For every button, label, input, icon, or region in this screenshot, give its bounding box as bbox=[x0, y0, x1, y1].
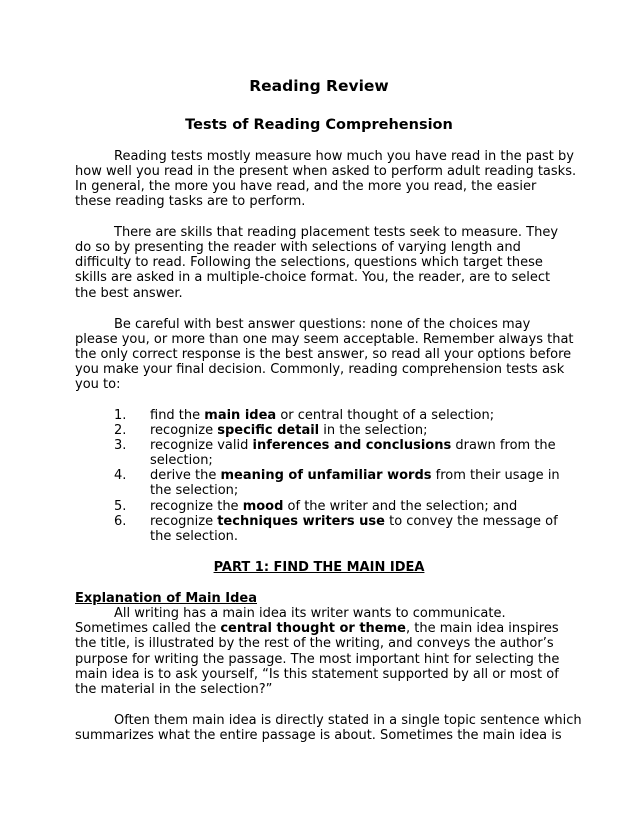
list-text-continued: selection; bbox=[150, 453, 213, 468]
paragraph-4-line: All writing has a main idea its writer wants to communicate. bbox=[114, 606, 506, 621]
paragraph-2-line: do so by presenting the reader with selections of varying length and bbox=[75, 240, 521, 255]
paragraph-2-line: difficulty to read. Following the selections, questions which target these bbox=[75, 255, 543, 270]
paragraph-3-line: please you, or more than one may seem acceptable. Remember always that bbox=[75, 332, 574, 347]
page-title: Reading Review bbox=[249, 77, 389, 95]
list-text: recognize techniques writers use to convey the message of bbox=[150, 514, 558, 529]
paragraph-4-line: Sometimes called the central thought or theme, the main idea inspires bbox=[75, 621, 559, 636]
paragraph-4-line: main idea is to ask yourself, “Is this statement supported by all or most of bbox=[75, 667, 559, 682]
paragraph-3-line: you make your final decision. Commonly, reading comprehension tests ask bbox=[75, 362, 565, 377]
list-number: 2. bbox=[114, 423, 127, 438]
paragraph-1-line: how well you read in the present when asked to perform adult reading tasks. bbox=[75, 164, 577, 179]
list-number: 4. bbox=[114, 468, 127, 483]
paragraph-1-line: Reading tests mostly measure how much you have read in the past by bbox=[114, 149, 574, 164]
page-subtitle: Tests of Reading Comprehension bbox=[185, 117, 453, 133]
paragraph-3-line: you to: bbox=[75, 377, 121, 392]
list-text: find the main idea or central thought of a selection; bbox=[150, 408, 495, 423]
paragraph-1-line: these reading tasks are to perform. bbox=[75, 194, 306, 209]
paragraph-4-line: the material in the selection?” bbox=[75, 682, 273, 697]
list-number: 3. bbox=[114, 438, 127, 453]
list-text-continued: the selection; bbox=[150, 483, 239, 498]
part-heading: PART 1: FIND THE MAIN IDEA bbox=[213, 560, 425, 575]
section-heading: Explanation of Main Idea bbox=[75, 591, 257, 606]
list-number: 6. bbox=[114, 514, 127, 529]
list-number: 5. bbox=[114, 499, 127, 514]
paragraph-1-line: In general, the more you have read, and the more you read, the easier bbox=[75, 179, 537, 194]
paragraph-2-line: skills are asked in a multiple-choice format. You, the reader, are to select bbox=[75, 270, 551, 285]
paragraph-2-line: the best answer. bbox=[75, 286, 183, 301]
paragraph-4-line: the title, is illustrated by the rest of the writing, and conveys the author’s bbox=[75, 636, 554, 651]
list-text: recognize valid inferences and conclusions drawn from the bbox=[150, 438, 556, 453]
list-text: derive the meaning of unfamiliar words from their usage in bbox=[150, 468, 560, 483]
list-text: recognize specific detail in the selection; bbox=[150, 423, 428, 438]
paragraph-4-line: purpose for writing the passage. The most important hint for selecting the bbox=[75, 652, 560, 667]
paragraph-2-line: There are skills that reading placement tests seek to measure. They bbox=[114, 225, 559, 240]
list-text: recognize the mood of the writer and the selection; and bbox=[150, 499, 518, 514]
list-number: 1. bbox=[114, 408, 127, 423]
paragraph-5-line: summarizes what the entire passage is about. Sometimes the main idea is bbox=[75, 728, 562, 743]
paragraph-5-line: Often them main idea is directly stated in a single topic sentence which bbox=[114, 713, 582, 728]
paragraph-3-line: Be careful with best answer questions: none of the choices may bbox=[114, 317, 531, 332]
paragraph-3-line: the only correct response is the best answer, so read all your options before bbox=[75, 347, 572, 362]
list-text-continued: the selection. bbox=[150, 529, 239, 544]
